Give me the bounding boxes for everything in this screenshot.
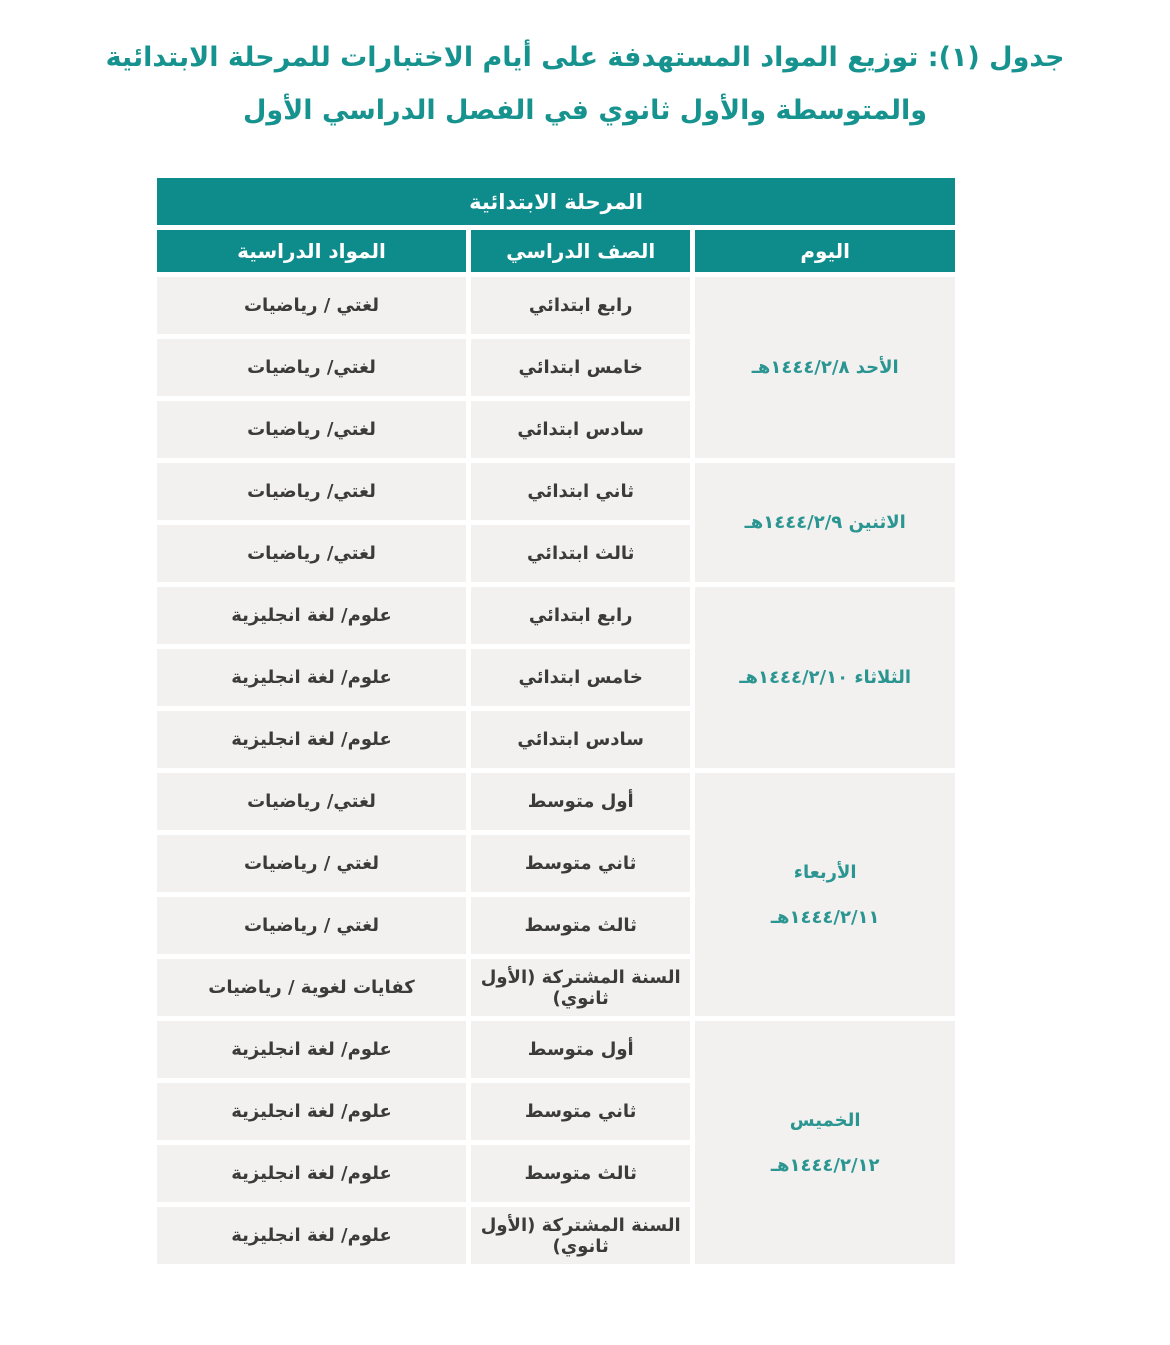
subjects-cell: لغتي / رياضيات	[157, 897, 466, 954]
subjects-cell: علوم/ لغة انجليزية	[157, 1145, 466, 1202]
grade-cell: رابع ابتدائي	[471, 587, 690, 644]
grade-cell: خامس ابتدائي	[471, 339, 690, 396]
day-cell	[695, 277, 955, 458]
subjects-cell: لغتي/ رياضيات	[157, 401, 466, 458]
grade-cell: ثاني متوسط	[471, 1083, 690, 1140]
schedule-body	[157, 277, 955, 1264]
grade-cell: ثالث متوسط	[471, 1145, 690, 1202]
grade-cell: أول متوسط	[471, 773, 690, 830]
day-text: ١٤٤٤/٢/١٢هـ	[770, 1154, 880, 1176]
day-text: الاثنين ١٤٤٤/٢/٩هـ	[744, 512, 906, 533]
table-row	[157, 1021, 955, 1078]
table-row	[157, 277, 955, 334]
grade-cell: السنة المشتركة (الأول ثانوي)	[471, 1207, 690, 1264]
grade-cell: ثالث ابتدائي	[471, 525, 690, 582]
subjects-cell: علوم/ لغة انجليزية	[157, 711, 466, 768]
subjects-cell: علوم/ لغة انجليزية	[157, 1083, 466, 1140]
table-row	[157, 463, 955, 520]
column-header-grade: الصف الدراسي	[471, 230, 690, 272]
day-cell	[695, 463, 955, 582]
grade-cell: السنة المشتركة (الأول ثانوي)	[471, 959, 690, 1016]
subjects-cell: علوم/ لغة انجليزية	[157, 1207, 466, 1264]
subjects-cell: علوم/ لغة انجليزية	[157, 587, 466, 644]
subjects-cell: علوم/ لغة انجليزية	[157, 1021, 466, 1078]
day-text: الأحد ١٤٤٤/٢/٨هـ	[751, 357, 899, 378]
grade-cell: ثالث متوسط	[471, 897, 690, 954]
column-header-day: اليوم	[695, 230, 955, 272]
grade-cell: سادس ابتدائي	[471, 711, 690, 768]
day-text: ١٤٤٤/٢/١١هـ	[770, 906, 880, 928]
subjects-cell: كفايات لغوية / رياضيات	[157, 959, 466, 1016]
grade-cell: خامس ابتدائي	[471, 649, 690, 706]
grade-cell: ثاني متوسط	[471, 835, 690, 892]
grade-cell: سادس ابتدائي	[471, 401, 690, 458]
page-title: جدول (١): توزيع المواد المستهدفة على أيام الاختبارات للمرحلة الابتدائية والمتوسطة والأول ثانوي في الفصل الدراسي الأول	[105, 42, 1065, 126]
table-row	[157, 773, 955, 830]
subjects-cell: لغتي / رياضيات	[157, 835, 466, 892]
day-text: الخميس	[789, 1109, 861, 1131]
subjects-cell: لغتي / رياضيات	[157, 277, 466, 334]
subjects-cell: لغتي/ رياضيات	[157, 339, 466, 396]
grade-cell: أول متوسط	[471, 1021, 690, 1078]
day-cell	[695, 773, 955, 1016]
day-cell	[695, 1021, 955, 1264]
stage-header: المرحلة الابتدائية	[157, 178, 955, 225]
day-text: الثلاثاء ١٤٤٤/٢/١٠هـ	[739, 667, 911, 688]
stage-header-row	[157, 178, 955, 225]
subjects-cell: علوم/ لغة انجليزية	[157, 649, 466, 706]
table-row	[157, 587, 955, 644]
grade-cell: ثاني ابتدائي	[471, 463, 690, 520]
exam-schedule-table	[152, 173, 960, 1269]
subjects-cell: لغتي/ رياضيات	[157, 463, 466, 520]
column-header-row	[157, 230, 955, 272]
column-header-subjects: المواد الدراسية	[157, 230, 466, 272]
subjects-cell: لغتي/ رياضيات	[157, 773, 466, 830]
grade-cell: رابع ابتدائي	[471, 277, 690, 334]
day-cell	[695, 587, 955, 768]
day-text: الأربعاء	[793, 861, 857, 883]
subjects-cell: لغتي/ رياضيات	[157, 525, 466, 582]
